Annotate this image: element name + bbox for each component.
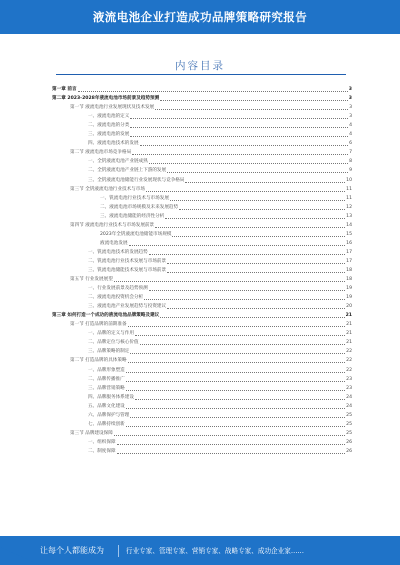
toc-page-number: 24 (346, 403, 352, 409)
toc-entry[interactable] (52, 102, 352, 111)
toc-entry-text: 第二章 2023-2028年液流电池市场前景及趋势预测 (52, 96, 160, 102)
toc-dot-leader (126, 381, 345, 382)
toc-page-number: 4 (349, 132, 352, 138)
toc-dot-leader (114, 281, 345, 282)
toc-entry-text: 第三章 如何打造一个成功的液流电池品牌策略及建议 (52, 313, 160, 319)
footer-slogan: 让每个人都能成为 (40, 546, 104, 555)
toc-page-number: 19 (346, 286, 352, 292)
toc-dot-leader (185, 182, 345, 183)
toc-entry[interactable] (52, 274, 352, 283)
toc-page-number: 25 (346, 412, 352, 418)
toc-dot-leader (130, 127, 348, 128)
toc-page-number: 16 (346, 240, 352, 246)
toc-entry[interactable] (52, 328, 352, 337)
toc-dot-leader (130, 353, 345, 354)
toc-dot-leader (149, 163, 348, 164)
toc-dot-leader (129, 245, 346, 246)
toc-entry-text: 二、钒流电池行业技术发展与市场前景 (88, 258, 167, 264)
toc-entry-text: 四、品牌服务体系建设 (88, 394, 134, 400)
toc-dot-leader (149, 254, 345, 255)
toc-dot-leader (117, 453, 346, 454)
toc-entry-text: 一、钒流电池行业技术与市场发展 (100, 195, 169, 201)
toc-dot-leader (117, 444, 346, 445)
toc-entry[interactable] (52, 310, 352, 319)
toc-entry[interactable] (52, 364, 352, 373)
toc-page-number: 11 (346, 195, 352, 201)
toc-page-number: 25 (346, 430, 352, 436)
toc-page-number: 23 (346, 385, 352, 391)
toc-dot-leader (160, 317, 344, 318)
toc-entry-text: 一、钒流电池技术的发展趋势 (88, 249, 148, 255)
toc-entry[interactable] (52, 156, 352, 165)
toc-dot-leader (165, 218, 345, 219)
toc-entry[interactable] (52, 84, 352, 93)
toc-entry[interactable] (52, 383, 352, 392)
header-bar (0, 0, 400, 34)
toc-page-number: 26 (346, 439, 352, 445)
toc-entry-text: 四、液流电池技术的发展 (88, 141, 139, 147)
toc-entry[interactable] (52, 211, 352, 220)
toc-dot-leader (126, 372, 345, 373)
toc-entry-text: 三、品牌策略的制定 (88, 349, 130, 355)
toc-entry-text: 三、液流电池储能的经济性分析 (100, 213, 165, 219)
toc-page-number: 4 (349, 123, 352, 129)
toc-page-number: 12 (346, 204, 352, 210)
toc-page-number: 3 (348, 87, 352, 93)
toc-entry[interactable] (52, 355, 352, 364)
toc-page-number: 15 (346, 231, 352, 237)
footer-divider (118, 545, 119, 557)
toc-title: 内容目录 (175, 60, 225, 72)
toc-entry-text: 三、品牌营销策略 (88, 385, 125, 391)
toc-dot-leader (130, 417, 345, 418)
toc-entry[interactable] (52, 147, 352, 156)
toc-page-number: 9 (349, 168, 352, 174)
toc-dot-leader (149, 290, 345, 291)
toc-page-number: 18 (346, 277, 352, 283)
toc-dot-leader (172, 236, 345, 237)
toc-entry[interactable] (52, 374, 352, 383)
toc-entry-text: 二、品牌定位与核心价值 (88, 340, 139, 346)
toc-dot-leader (140, 145, 349, 146)
toc-dot-leader (167, 172, 348, 173)
toc-entry-text: 第一章 前言 (52, 87, 77, 93)
toc-entry[interactable] (52, 428, 352, 437)
toc-dot-leader (128, 326, 346, 327)
toc-entry-text: 三、液流电池产业发展趋势与投资建议 (88, 304, 167, 310)
toc-entry-text: 二、液流电池的分类 (88, 123, 130, 129)
toc-entry[interactable] (52, 229, 352, 238)
toc-entry-text: 第五节 行业发展展望 (70, 277, 113, 283)
toc-entry[interactable] (52, 256, 352, 265)
toc-page-number: 11 (346, 186, 352, 192)
toc-entry[interactable] (52, 410, 352, 419)
toc-entry-text: 二、全钒液流电池产业链上下游的发展 (88, 168, 167, 174)
toc-page-number: 3 (349, 114, 352, 120)
toc-dot-leader (155, 227, 345, 228)
toc-entry[interactable] (52, 184, 352, 193)
toc-dot-leader (160, 100, 348, 101)
toc-entry-text: 三、钒流电池储能技术发展与市场前景 (88, 267, 167, 273)
toc-entry-text: 第三节 品牌建设保障 (70, 430, 113, 436)
toc-page-number: 21 (346, 322, 352, 328)
toc-page-number: 19 (346, 295, 352, 301)
toc-dot-leader (78, 91, 348, 92)
toc-entry[interactable] (52, 401, 352, 410)
toc-page-number: 3 (348, 96, 352, 102)
toc-entry[interactable] (52, 202, 352, 211)
toc-entry[interactable] (52, 346, 352, 355)
toc-entry[interactable] (52, 419, 352, 428)
toc-dot-leader (144, 299, 345, 300)
toc-entry-text: 三、全钒液流电池储能行业发展现状与竞争格局 (88, 177, 185, 183)
toc-entry-text: 六、品牌保护与管理 (88, 412, 130, 418)
table-of-contents (52, 84, 352, 455)
toc-entry-text: 第一节 打造品牌的前期准备 (70, 322, 127, 328)
toc-page-number: 20 (346, 304, 352, 310)
toc-page-number: 3 (349, 105, 352, 111)
toc-entry[interactable] (52, 174, 352, 183)
toc-entry[interactable] (52, 301, 352, 310)
toc-entry-text: 一、液流电池的定义 (88, 114, 130, 120)
toc-page-number: 6 (349, 141, 352, 147)
footer-bar (0, 536, 400, 565)
toc-entry[interactable] (52, 238, 352, 247)
toc-page-number: 24 (346, 394, 352, 400)
toc-entry-text: 一、品牌形象塑造 (88, 367, 125, 373)
toc-entry-text: 第二节 液流电池市场竞争格局 (70, 150, 132, 156)
toc-page-number: 18 (346, 267, 352, 273)
toc-dot-leader (170, 200, 345, 201)
toc-entry-text: 三、液流电池的发展 (88, 132, 130, 138)
toc-page-number: 14 (346, 222, 352, 228)
toc-entry[interactable] (52, 247, 352, 256)
toc-entry-text: 第四节 液流电池行业技术与市场发展前景 (70, 222, 155, 228)
toc-page-number: 17 (346, 258, 352, 264)
toc-dot-leader (130, 118, 348, 119)
toc-entry[interactable] (52, 165, 352, 174)
toc-dot-leader (140, 344, 346, 345)
toc-entry[interactable] (52, 93, 352, 102)
toc-dot-leader (167, 308, 345, 309)
toc-page-number: 26 (346, 448, 352, 454)
toc-page-number: 13 (346, 213, 352, 219)
toc-entry-text: 一、品牌的定义与作用 (88, 331, 134, 337)
toc-page-number: 8 (349, 159, 352, 165)
toc-dot-leader (130, 136, 348, 137)
toc-page-number: 23 (346, 376, 352, 382)
toc-entry[interactable] (52, 292, 352, 301)
toc-entry-text: 二、液流电池市场规模及未来发展趋势 (100, 204, 179, 210)
toc-entry-text: 液流电池发展 (100, 240, 128, 246)
toc-page-number: 25 (346, 421, 352, 427)
report-title: 液流电池企业打造成功品牌策略研究报告 (92, 10, 308, 24)
toc-entry-text: 2023年全钒液流电池储能市场规模 (100, 231, 172, 237)
toc-dot-leader (128, 362, 346, 363)
toc-entry[interactable] (52, 446, 352, 455)
corner-decoration (0, 547, 40, 565)
toc-page-number: 10 (346, 177, 352, 183)
toc-entry[interactable] (52, 138, 352, 147)
toc-page-number: 21 (345, 313, 352, 319)
toc-entry-text: 一、全钒液流电池产业链成熟 (88, 159, 148, 165)
toc-dot-leader (126, 390, 345, 391)
toc-entry[interactable] (52, 337, 352, 346)
toc-page-number: 22 (346, 349, 352, 355)
toc-entry-text: 二、品牌传播推广 (88, 376, 125, 382)
toc-dot-leader (126, 426, 345, 427)
toc-dot-leader (135, 399, 345, 400)
toc-entry[interactable] (52, 193, 352, 202)
toc-entry[interactable] (52, 111, 352, 120)
toc-entry[interactable] (52, 392, 352, 401)
toc-entry[interactable] (52, 129, 352, 138)
toc-entry-text: 一、行业发展前景及趋势预测 (88, 286, 148, 292)
toc-entry-text: 七、品牌持续创新 (88, 421, 125, 427)
toc-entry[interactable] (52, 319, 352, 328)
toc-dot-leader (146, 191, 345, 192)
toc-entry[interactable] (52, 437, 352, 446)
toc-page-number: 21 (346, 331, 352, 337)
toc-page-number: 7 (349, 150, 352, 156)
toc-entry-text: 第一节 液流电池行业发展现状及技术发展 (70, 105, 155, 111)
footer-tagline: 行业专家、管理专家、营销专家、战略专家、成功企业家…… (126, 547, 305, 555)
toc-dot-leader (114, 435, 345, 436)
toc-entry[interactable] (52, 120, 352, 129)
toc-entry-text: 二、液流电池投资机会分析 (88, 295, 144, 301)
toc-page-number: 22 (346, 358, 352, 364)
toc-dot-leader (179, 209, 345, 210)
toc-dot-leader (132, 154, 348, 155)
toc-entry-text: 二、制度保障 (88, 448, 116, 454)
toc-dot-leader (167, 263, 345, 264)
toc-entry-text: 第二节 打造品牌的具体策略 (70, 358, 127, 364)
toc-entry[interactable] (52, 265, 352, 274)
toc-dot-leader (167, 272, 345, 273)
toc-entry[interactable] (52, 283, 352, 292)
toc-dot-leader (135, 335, 345, 336)
toc-dot-leader (155, 109, 348, 110)
toc-page-number: 22 (346, 367, 352, 373)
toc-title-underline (56, 74, 346, 75)
toc-dot-leader (126, 408, 345, 409)
toc-entry-text: 一、组织保障 (88, 439, 116, 445)
toc-entry-text: 五、品牌文化建设 (88, 403, 125, 409)
toc-entry[interactable] (52, 220, 352, 229)
toc-entry-text: 第三节 全钒液流电池行业技术与市场 (70, 186, 145, 192)
toc-page-number: 17 (346, 249, 352, 255)
toc-page-number: 21 (346, 340, 352, 346)
